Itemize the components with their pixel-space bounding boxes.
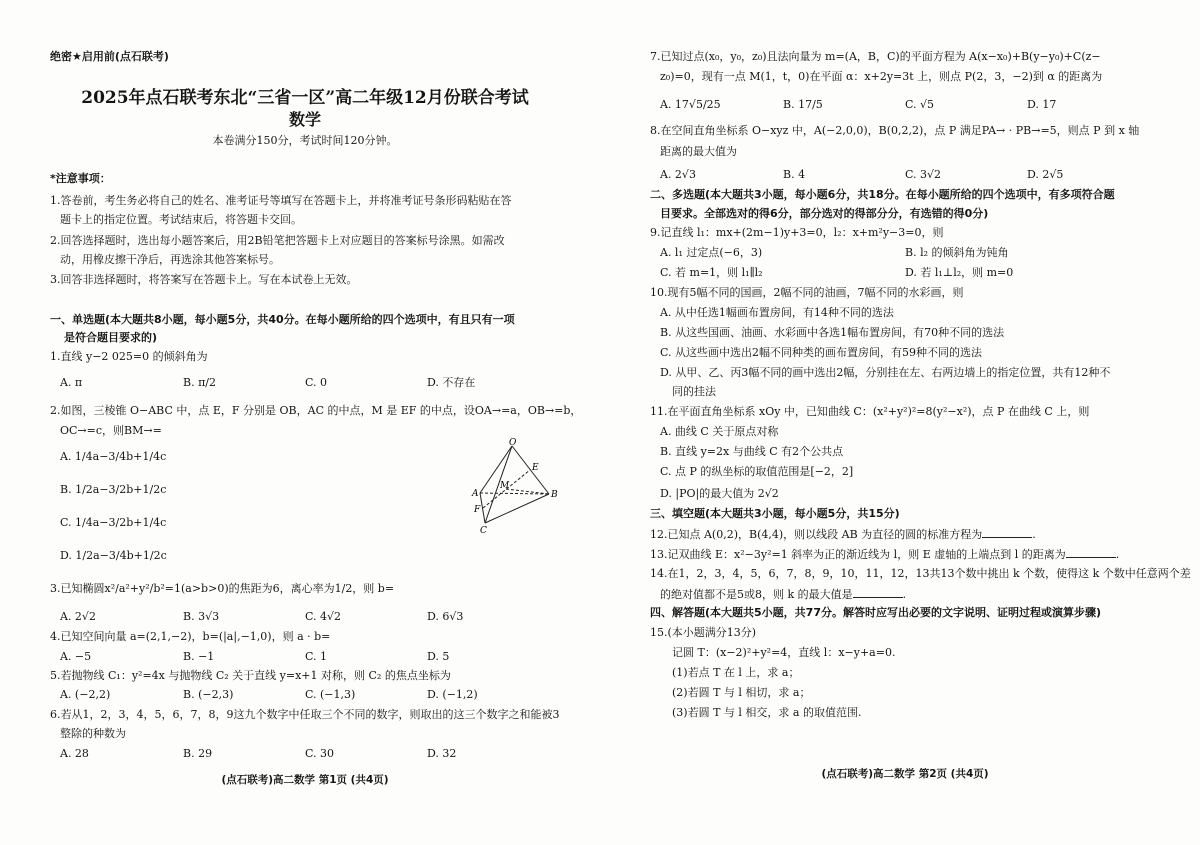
question-15-stem: 记圆 T：(x−2)²+y²=4，直线 l：x−y+a=0.	[672, 646, 896, 659]
question-8-cont: 距离的最大值为	[660, 145, 737, 158]
question-13-text: 13.记双曲线 E：x²−3y²=1 斜率为正的渐近线为 l，则 E 虚轴的上端点到 l 的距离为	[650, 548, 1066, 561]
notice-line: 2.回答选择题时，选出每小题答案后，用2B铅笔把答题卡上对应题目的答案标号涂黑。如需改	[50, 234, 505, 247]
q10-option-d-cont: 同的挂法	[672, 385, 716, 398]
q8-option-c: C. 3√2	[905, 168, 942, 181]
q9-option-a: A. l₁ 过定点(−6，3)	[660, 246, 763, 259]
q10-option-c: C. 从这些画中选出2幅不同种类的画布置房间，有59种不同的选法	[660, 346, 983, 359]
answer-blank	[982, 527, 1032, 538]
fig-label-e: E	[532, 463, 539, 473]
confidential-mark: 绝密★启用前(点石联考)	[50, 50, 169, 63]
section-3-heading: 三、填空题(本大题共3小题，每小题5分，共15分)	[650, 507, 900, 520]
q10-option-a: A. 从中任选1幅画布置房间，有14种不同的选法	[660, 306, 894, 319]
section-4-heading: 四、解答题(本大题共5小题，共77分。解答时应写出必要的文字说明、证明过程或演算步骤)	[650, 606, 1102, 619]
q4-option-d: D. 5	[427, 650, 450, 663]
notice-line: 动，用橡皮擦干净后，再选涂其他答案标号。	[60, 253, 280, 266]
question-14-text: 的绝对值都不是5或8，则 k 的最大值是	[660, 588, 853, 601]
section-1-heading-cont: 是符合题目要求的)	[64, 331, 158, 344]
notice-line: 题卡上的指定位置。考试结束后，将答题卡交回。	[60, 213, 302, 226]
question-8: 8.在空间直角坐标系 O−xyz 中，A(−2,0,0)，B(0,2,2)，点 P 满足PA→ · PB→=5，则点 P 到 x 轴	[650, 124, 1140, 137]
q3-option-c: C. 4√2	[305, 610, 342, 623]
question-15-part-2: (2)若圆 T 与 l 相切，求 a；	[672, 686, 811, 699]
question-3: 3.已知椭圆x²/a²+y²/b²=1(a>b>0)的焦距为6，离心率为1/2，则 b=	[50, 582, 395, 595]
question-2: 2.如图，三棱锥 O−ABC 中，点 E，F 分别是 OB，AC 的中点，M 是 EF 的中点，设OA→=a，OB→=b，	[50, 404, 582, 417]
q6-option-d: D. 32	[427, 747, 457, 760]
q7-option-d: D. 17	[1027, 98, 1057, 111]
q5-option-d: D. (−1,2)	[427, 688, 478, 701]
question-2-cont: OC→=c，则BM→=	[60, 424, 162, 437]
question-5: 5.若抛物线 C₁：y²=4x 与抛物线 C₂ 关于直线 y=x+1 对称，则 C₂ 的焦点坐标为	[50, 669, 451, 682]
q1-option-a: A. π	[60, 376, 83, 389]
q3-option-b: B. 3√3	[183, 610, 220, 623]
question-7-cont: z₀)=0，现有一点 M(1，t，0)在平面 α：x+2y=3t 上，则点 P(2，3，−2)到 α 的距离为	[660, 70, 1103, 83]
q5-option-a: A. (−2,2)	[60, 688, 111, 701]
page-1-footer: (点石联考)高二数学 第1页 (共4页)	[221, 774, 389, 786]
notice-line: 1.答卷前，考生务必将自己的姓名、准考证号等填写在答题卡上，并将准考证号条形码粘贴在答	[50, 194, 512, 207]
q11-option-a: A. 曲线 C 关于原点对称	[660, 425, 779, 438]
q4-option-c: C. 1	[305, 650, 328, 663]
q2-option-c: C. 1/4a−3/2b+1/4c	[60, 516, 167, 529]
q9-option-d: D. 若 l₁⊥l₂，则 m=0	[905, 266, 1014, 279]
q5-option-c: C. (−1,3)	[305, 688, 356, 701]
fig-label-b: B	[551, 490, 558, 500]
question-9: 9.记直线 l₁：mx+(2m−1)y+3=0，l₂：x+m²y−3=0，则	[650, 226, 944, 239]
fig-label-c: C	[480, 526, 487, 536]
q11-option-d: D. |PO|的最大值为 2√2	[660, 487, 779, 500]
question-15-part-3: (3)若圆 T 与 l 相交，求 a 的取值范围.	[672, 706, 862, 719]
q3-option-d: D. 6√3	[427, 610, 464, 623]
q10-option-d: D. 从甲、乙、丙3幅不同的画中选出2幅，分别挂在左、右两边墙上的指定位置，共有12种不	[660, 366, 1111, 379]
page-2-footer: (点石联考)高二数学 第2页 (共4页)	[821, 768, 989, 780]
question-14: 14.在1，2，3，4，5，6，7，8，9，10，11，12，13共13个数中挑出 k 个数，使得这 k 个数中任意两个差	[650, 567, 1191, 580]
q8-option-a: A. 2√3	[660, 168, 696, 181]
q9-option-b: B. l₂ 的倾斜角为钝角	[905, 246, 1009, 259]
q3-option-a: A. 2√2	[60, 610, 96, 623]
tetrahedron-figure	[470, 438, 560, 536]
fig-label-a: A	[472, 489, 479, 499]
question-12: 12.已知点 A(0,2)，B(4,4)，则以线段 AB 为直径的圆的标准方程为 .	[650, 528, 1036, 541]
q6-option-c: C. 30	[305, 747, 335, 760]
question-15-part-1: (1)若点 T 在 l 上，求 a；	[672, 666, 800, 679]
question-11: 11.在平面直角坐标系 xOy 中，已知曲线 C：(x²+y²)²=8(y²−x²)，点 P 在曲线 C 上，则	[650, 405, 1090, 418]
question-7: 7.已知过点(x₀，y₀，z₀)且法向量为 m=(A，B，C)的平面方程为 A(x−x₀)+B(y−y₀)+C(z−	[650, 50, 1101, 63]
answer-blank	[853, 587, 903, 598]
section-1-heading: 一、单选题(本大题共8小题，每小题5分，共40分。在每小题所给的四个选项中，有且只有一项	[50, 313, 515, 326]
q1-option-d: D. 不存在	[427, 376, 476, 389]
question-4: 4.已知空间向量 a=(2,1,−2)，b=(|a|,−1,0)，则 a · b=	[50, 630, 331, 643]
exam-title: 2025年点石联考东北“三省一区”高二年级12月份联合考试	[81, 88, 529, 108]
q6-option-b: B. 29	[183, 747, 213, 760]
notice-heading: *注意事项：	[50, 172, 111, 185]
q4-option-a: A. −5	[60, 650, 92, 663]
q1-option-b: B. π/2	[183, 376, 217, 389]
q2-option-b: B. 1/2a−3/2b+1/2c	[60, 483, 167, 496]
notice-line: 3.回答非选择题时，将答案写在答题卡上。写在本试卷上无效。	[50, 273, 358, 286]
q2-option-d: D. 1/2a−3/4b+1/2c	[60, 549, 167, 562]
answer-blank	[1066, 547, 1116, 558]
q2-option-a: A. 1/4a−3/4b+1/4c	[60, 450, 167, 463]
question-14-cont: 的绝对值都不是5或8，则 k 的最大值是 .	[660, 588, 907, 601]
exam-info: 本卷满分150分，考试时间120分钟。	[212, 134, 398, 147]
fig-label-f: F	[474, 505, 481, 515]
q5-option-b: B. (−2,3)	[183, 688, 234, 701]
question-15: 15.(本小题满分13分)	[650, 626, 757, 639]
question-6-cont: 整除的种数为	[60, 727, 126, 740]
fig-label-m: M	[500, 481, 510, 491]
question-1: 1.直线 y−2 025=0 的倾斜角为	[50, 350, 208, 363]
section-2-heading: 二、多选题(本大题共3小题，每小题6分，共18分。在每小题所给的四个选项中，有多项符合题	[650, 188, 1115, 201]
q4-option-b: B. −1	[183, 650, 215, 663]
question-6: 6.若从1，2，3，4，5，6，7，8，9这九个数字中任取三个不同的数字，则取出的这三个数字之和能被3	[50, 708, 560, 721]
q9-option-c: C. 若 m=1，则 l₁∥l₂	[660, 266, 763, 279]
q7-option-b: B. 17/5	[783, 98, 823, 111]
q10-option-b: B. 从这些国画、油画、水彩画中各选1幅布置房间，有70种不同的选法	[660, 326, 1005, 339]
section-2-heading-cont: 目要求。全部选对的得6分，部分选对的得部分分，有选错的得0分)	[660, 207, 989, 220]
question-12-text: 12.已知点 A(0,2)，B(4,4)，则以线段 AB 为直径的圆的标准方程为	[650, 528, 983, 541]
q1-option-c: C. 0	[305, 376, 328, 389]
fig-label-o: O	[509, 438, 517, 448]
q6-option-a: A. 28	[60, 747, 89, 760]
q11-option-c: C. 点 P 的纵坐标的取值范围是[−2，2]	[660, 465, 854, 478]
question-10: 10.现有5幅不同的国画，2幅不同的油画，7幅不同的水彩画，则	[650, 286, 964, 299]
q8-option-b: B. 4	[783, 168, 806, 181]
q7-option-a: A. 17√5/25	[660, 98, 721, 111]
q8-option-d: D. 2√5	[1027, 168, 1064, 181]
subject-title: 数学	[288, 110, 321, 129]
q7-option-c: C. √5	[905, 98, 935, 111]
question-13: 13.记双曲线 E：x²−3y²=1 斜率为正的渐近线为 l，则 E 虚轴的上端点到 l 的距离为 .	[650, 548, 1120, 561]
q11-option-b: B. 直线 y=2x 与曲线 C 有2个公共点	[660, 445, 844, 458]
